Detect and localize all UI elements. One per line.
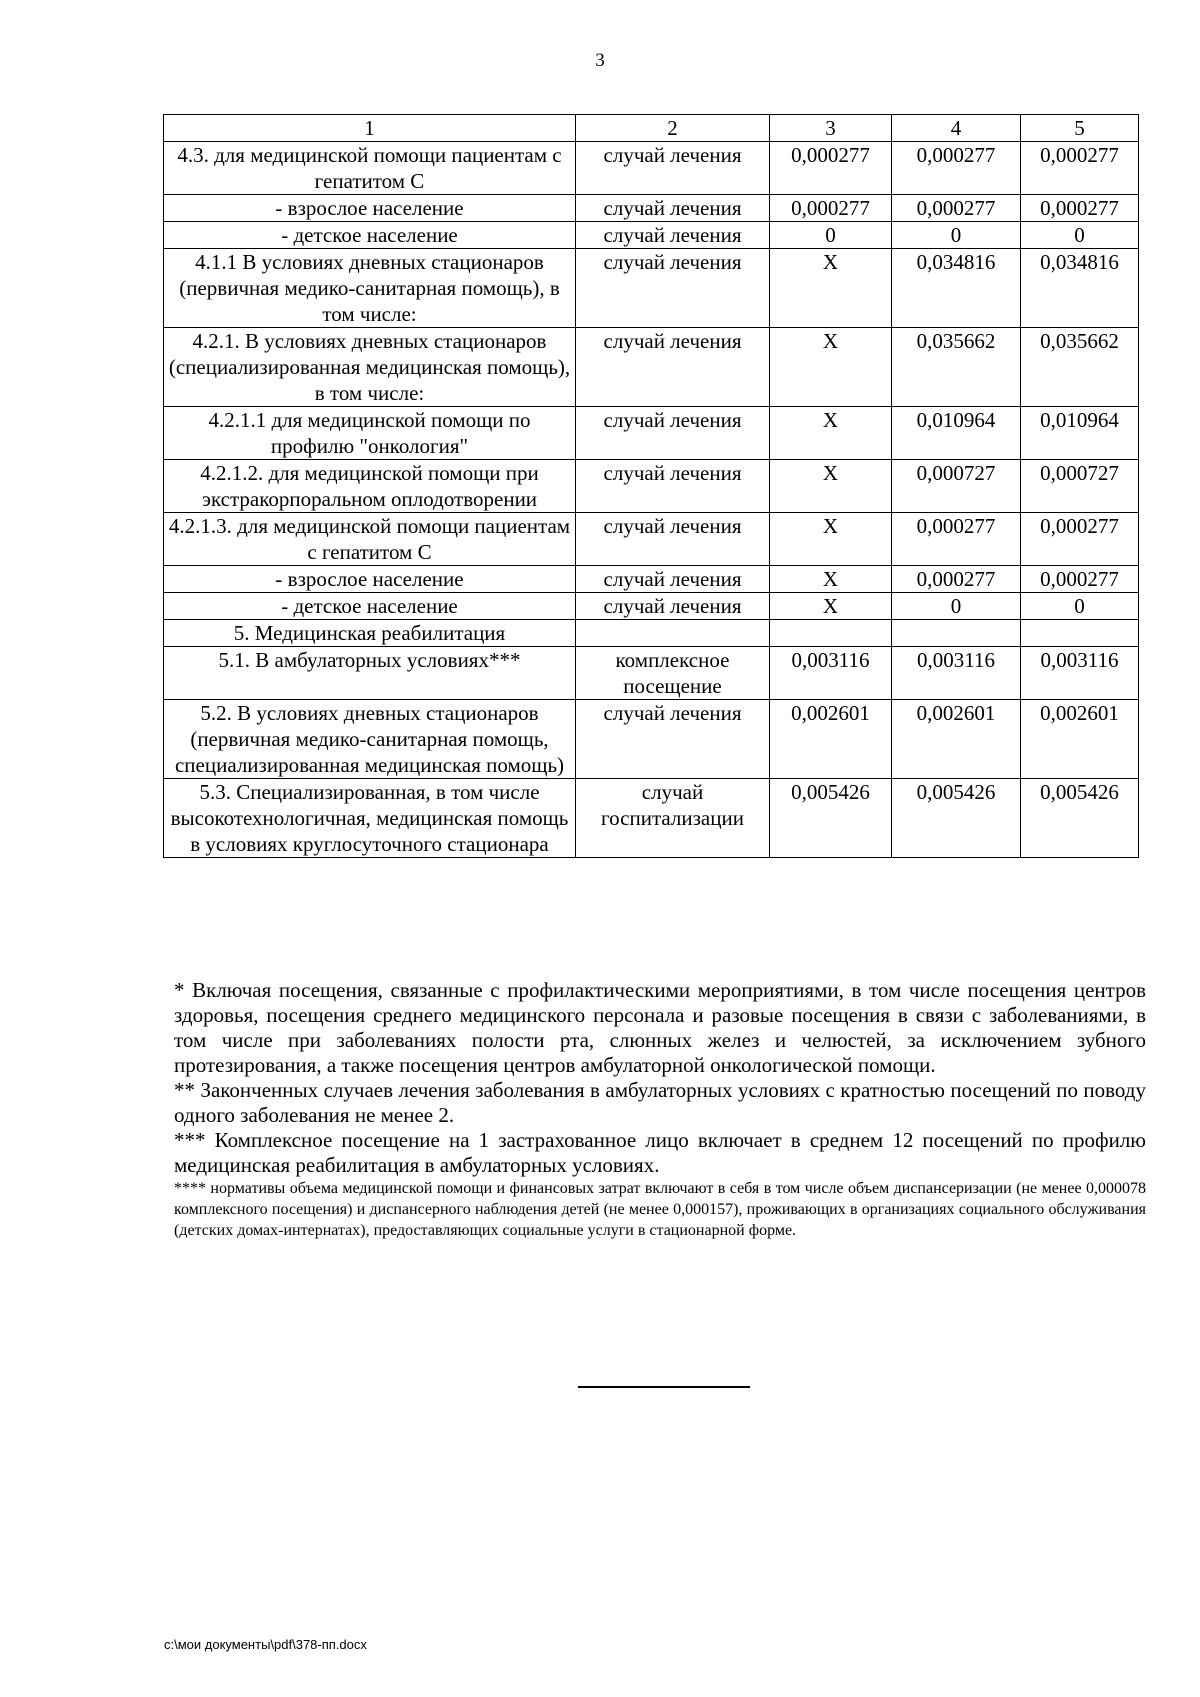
value-cell: 0,002601: [1021, 700, 1139, 779]
table-row: [164, 195, 1139, 222]
row-label: 5.1. В амбулаторных условиях***: [164, 647, 576, 700]
value-cell: 0,005426: [892, 779, 1021, 858]
row-label: - взрослое население: [164, 195, 576, 222]
unit-cell: случай госпитализации: [576, 779, 770, 858]
value-cell: 0,003116: [1021, 647, 1139, 700]
column-header: 5: [1021, 115, 1139, 142]
table-row: [164, 779, 1139, 858]
value-cell: 0,000277: [1021, 566, 1139, 593]
value-cell: 0,010964: [892, 407, 1021, 460]
row-label: - детское население: [164, 593, 576, 620]
row-label: 5.2. В условиях дневных стационаров (первичная медико-санитарная помощь, специализированная медицинская помощь): [164, 700, 576, 779]
value-cell: 0,010964: [1021, 407, 1139, 460]
unit-cell: случай лечения: [576, 593, 770, 620]
row-label: 4.2.1. В условиях дневных стационаров (специализированная медицинская помощь), в том числе:: [164, 328, 576, 407]
value-cell: 0: [892, 222, 1021, 249]
volume-norms-table: [163, 114, 1139, 858]
footnote: ** Законченных случаев лечения заболевания в амбулаторных условиях с кратностью посещений по поводу одного заболевания не менее 2.: [174, 1078, 1146, 1127]
column-header: 3: [770, 115, 892, 142]
row-label: 4.2.1.3. для медицинской помощи пациентам с гепатитом С: [164, 513, 576, 566]
value-cell: 0,034816: [1021, 249, 1139, 328]
unit-cell: случай лечения: [576, 407, 770, 460]
value-cell: 0,035662: [892, 328, 1021, 407]
row-label: 4.2.1.2. для медицинской помощи при экстракорпоральном оплодотворении: [164, 460, 576, 513]
value-cell: Х: [770, 249, 892, 328]
value-cell: [1021, 620, 1139, 647]
value-cell: Х: [770, 328, 892, 407]
unit-cell: случай лечения: [576, 142, 770, 195]
footnote: * Включая посещения, связанные с профилактическими мероприятиями, в том числе посещения центров здоровья, посещения среднего медицинского персонала и разовые посещения в связи с заболеваниями, в том числе при заболеваниях полости рта, слюнных желез и челюстей, за исключением зубного протезирования, а также посещения центров амбулаторной онкологической помощи.: [174, 978, 1146, 1077]
value-cell: 0,000277: [1021, 142, 1139, 195]
value-cell: Х: [770, 513, 892, 566]
value-cell: 0,000277: [1021, 513, 1139, 566]
page-number: 3: [595, 50, 605, 71]
value-cell: Х: [770, 460, 892, 513]
value-cell: 0,005426: [1021, 779, 1139, 858]
unit-cell: [576, 620, 770, 647]
value-cell: [770, 620, 892, 647]
value-cell: 0,003116: [770, 647, 892, 700]
value-cell: 0,002601: [770, 700, 892, 779]
unit-cell: случай лечения: [576, 566, 770, 593]
file-path-footer: c:\мои документы\pdf\378-пп.docx: [164, 1637, 367, 1652]
value-cell: 0,035662: [1021, 328, 1139, 407]
column-header: 2: [576, 115, 770, 142]
unit-cell: случай лечения: [576, 700, 770, 779]
row-label: 4.2.1.1 для медицинской помощи по профилю "онкология": [164, 407, 576, 460]
unit-cell: комплексное посещение: [576, 647, 770, 700]
row-label: - детское население: [164, 222, 576, 249]
value-cell: 0,000277: [892, 195, 1021, 222]
value-cell: 0,000727: [1021, 460, 1139, 513]
unit-cell: случай лечения: [576, 222, 770, 249]
value-cell: 0,000727: [892, 460, 1021, 513]
value-cell: 0: [1021, 222, 1139, 249]
value-cell: 0,002601: [892, 700, 1021, 779]
value-cell: 0,000277: [892, 142, 1021, 195]
value-cell: 0,000277: [1021, 195, 1139, 222]
value-cell: 0: [1021, 593, 1139, 620]
table-row: [164, 566, 1139, 593]
unit-cell: случай лечения: [576, 513, 770, 566]
value-cell: [892, 620, 1021, 647]
table-row: [164, 222, 1139, 249]
table-row: [164, 249, 1139, 328]
value-cell: 0,000277: [770, 195, 892, 222]
table-row: [164, 328, 1139, 407]
value-cell: 0,003116: [892, 647, 1021, 700]
value-cell: 0: [892, 593, 1021, 620]
footnotes: [174, 978, 1146, 1241]
footnote: *** Комплексное посещение на 1 застрахованное лицо включает в среднем 12 посещений по профилю медицинская реабилитация в амбулаторных условиях.: [174, 1128, 1146, 1177]
row-label: 5.3. Специализированная, в том числе высокотехнологичная, медицинская помощь в условиях круглосуточного стационара: [164, 779, 576, 858]
value-cell: 0,000277: [892, 513, 1021, 566]
table-row: [164, 647, 1139, 700]
table-row: [164, 593, 1139, 620]
value-cell: 0,000277: [892, 566, 1021, 593]
unit-cell: случай лечения: [576, 328, 770, 407]
table-row: [164, 513, 1139, 566]
row-label: 4.3. для медицинской помощи пациентам с гепатитом С: [164, 142, 576, 195]
row-label: - взрослое население: [164, 566, 576, 593]
row-label: 5. Медицинская реабилитация: [164, 620, 576, 647]
footnote: **** нормативы объема медицинской помощи и финансовых затрат включают в себя в том числе объем диспансеризации (не менее 0,000078 комплексного посещения) и диспансерного наблюдения детей (не менее 0,000157), проживающих в организациях социального обслуживания (детских домах-интернатах), предоставляющих социальные услуги в стационарной форме.: [174, 1180, 1146, 1239]
table-row: [164, 700, 1139, 779]
unit-cell: случай лечения: [576, 460, 770, 513]
value-cell: 0: [770, 222, 892, 249]
column-header: 4: [892, 115, 1021, 142]
value-cell: 0,034816: [892, 249, 1021, 328]
column-header: 1: [164, 115, 576, 142]
value-cell: Х: [770, 407, 892, 460]
value-cell: Х: [770, 566, 892, 593]
table-row: [164, 142, 1139, 195]
row-label: 4.1.1 В условиях дневных стационаров (первичная медико-санитарная помощь), в том числе:: [164, 249, 576, 328]
table-row: [164, 460, 1139, 513]
value-cell: Х: [770, 593, 892, 620]
end-rule: [578, 1386, 750, 1388]
value-cell: 0,005426: [770, 779, 892, 858]
unit-cell: случай лечения: [576, 249, 770, 328]
unit-cell: случай лечения: [576, 195, 770, 222]
value-cell: 0,000277: [770, 142, 892, 195]
table-row: [164, 620, 1139, 647]
table-row: [164, 407, 1139, 460]
table-header-row: [164, 115, 1139, 142]
